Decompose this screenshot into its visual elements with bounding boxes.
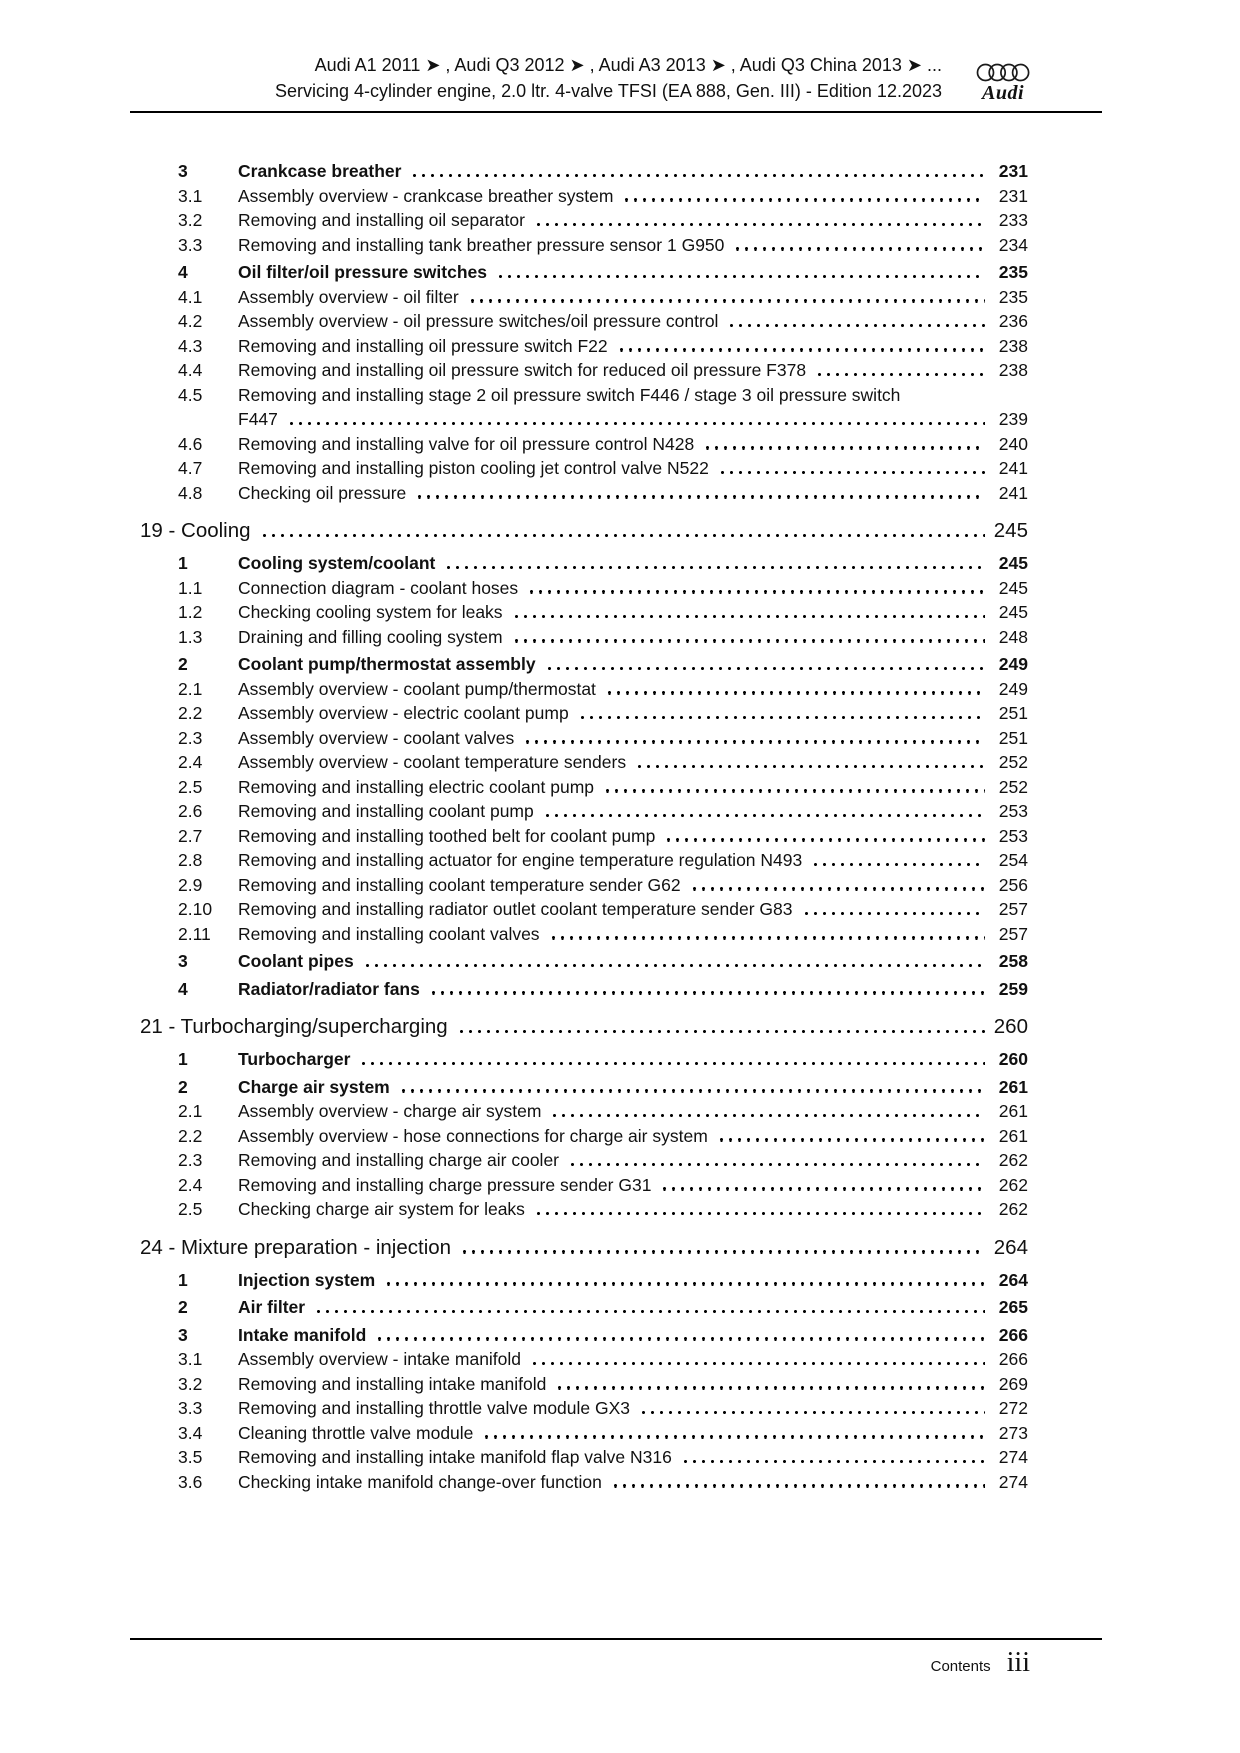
toc-row — [140, 1323, 1028, 1348]
toc-entry-title: Assembly overview - coolant pump/thermostat — [238, 678, 596, 699]
toc-row — [140, 1396, 1028, 1421]
toc-entry-page: 264 — [998, 1269, 1028, 1290]
dot-leader — [727, 324, 985, 327]
dot-leader — [811, 863, 985, 866]
toc-entry-number: 2.4 — [178, 1174, 203, 1195]
toc-entry-number: 2.3 — [178, 727, 203, 748]
toc-entry-page: 262 — [998, 1199, 1028, 1219]
toc-entry-title: Assembly overview - oil pressure switches/oil pressure control — [238, 311, 719, 331]
toc-entry-number: 2.2 — [178, 1125, 203, 1146]
toc-entry-page: 231 — [998, 185, 1028, 206]
toc-entry-page: 231 — [998, 161, 1028, 181]
toc-entry-number: 2 — [178, 1076, 188, 1097]
toc-entry-number: 3.2 — [178, 1373, 203, 1394]
audi-rings-icon — [976, 63, 1030, 82]
toc-entry-page: 235 — [998, 286, 1028, 307]
toc-row — [140, 456, 1028, 481]
footer-contents-label: Contents — [930, 1658, 991, 1675]
toc-entry-title: Coolant pipes — [238, 951, 354, 971]
footer-page-number: iii — [1006, 1647, 1030, 1678]
toc-entry-title: Removing and installing radiator outlet coolant temperature sender G83 — [238, 899, 793, 919]
dot-leader — [733, 247, 985, 250]
dot-leader — [717, 1138, 985, 1141]
toc-row — [140, 576, 1028, 601]
dot-leader — [415, 495, 985, 498]
toc-row — [140, 824, 1028, 849]
toc-row — [140, 358, 1028, 383]
dot-leader — [578, 716, 985, 719]
toc-entry-page: 249 — [998, 678, 1028, 699]
toc-row — [140, 309, 1028, 334]
dot-leader — [718, 471, 985, 474]
toc-entry-page: 258 — [998, 951, 1028, 971]
toc-entry-page: 251 — [998, 727, 1028, 748]
toc-row — [140, 334, 1028, 359]
toc-entry-number: 2.10 — [178, 899, 213, 919]
toc-entry-number: 2 — [178, 1297, 188, 1317]
dot-leader — [359, 1062, 985, 1065]
dot-leader — [605, 691, 985, 694]
toc-row — [140, 1347, 1028, 1372]
toc-entry-title: Removing and installing intake manifold flap valve N316 — [238, 1447, 672, 1467]
toc-entry-title: Crankcase breather — [238, 161, 402, 181]
toc-entry-number: 4.8 — [178, 482, 203, 503]
toc-row — [140, 1075, 1028, 1100]
toc-row — [140, 775, 1028, 800]
dot-leader — [496, 275, 985, 278]
toc-row — [140, 922, 1028, 947]
dot-leader — [512, 639, 985, 642]
toc-entry-page: 238 — [998, 360, 1028, 380]
toc-entry-page: 241 — [998, 482, 1028, 503]
toc-entry-title: Assembly overview - electric coolant pump — [238, 703, 569, 723]
toc-entry-number: 2.4 — [178, 752, 203, 772]
dot-leader — [549, 936, 985, 939]
toc-entry-title: Cooling system/coolant — [238, 553, 436, 573]
audi-logo — [976, 63, 1030, 104]
toc-row — [140, 1124, 1028, 1149]
toc-entry-page: 257 — [998, 899, 1028, 919]
toc-row — [140, 701, 1028, 726]
toc-entry-title: Removing and installing coolant temperature sender G62 — [238, 874, 681, 895]
toc-entry-page: 253 — [998, 801, 1028, 821]
dot-leader — [611, 1484, 985, 1487]
toc-entry-page: 240 — [998, 433, 1028, 454]
toc-entry-page: 265 — [998, 1297, 1028, 1317]
toc-entry-page: 274 — [998, 1471, 1028, 1492]
toc-entry-page: 252 — [998, 776, 1028, 797]
dot-leader — [530, 1362, 985, 1365]
toc-entry-page: 249 — [998, 654, 1028, 674]
dot-leader — [622, 198, 985, 201]
toc-row — [140, 897, 1028, 922]
toc-entry-title: Removing and installing electric coolant pump — [238, 776, 595, 797]
toc-entry-number: 3.5 — [178, 1447, 203, 1467]
toc-entry-title: Oil filter/oil pressure switches — [238, 262, 487, 282]
table-of-contents — [140, 159, 1028, 1494]
toc-entry-number: 2.2 — [178, 703, 203, 723]
toc-row — [140, 551, 1028, 576]
toc-entry-title: Removing and installing charge air cooler — [238, 1150, 560, 1170]
toc-entry-page: 262 — [998, 1150, 1028, 1170]
toc-entry-number: 2.5 — [178, 1199, 203, 1219]
toc-entry-title: Removing and installing intake manifold — [238, 1373, 547, 1394]
toc-entry-title: Removing and installing tank breather pressure sensor 1 G950 — [238, 234, 725, 255]
toc-row — [140, 1470, 1028, 1495]
toc-entry-number: 2.1 — [178, 678, 203, 699]
toc-row — [140, 285, 1028, 310]
toc-entry-number: 3.2 — [178, 210, 203, 230]
toc-entry-number: 1.3 — [178, 626, 203, 647]
toc-entry-number: 2.8 — [178, 850, 203, 870]
dot-leader — [363, 964, 985, 967]
header-models-line: Audi A1 2011 ➤ , Audi Q3 2012 ➤ , Audi A3 2013 ➤ , Audi Q3 China 2013 ➤ ... — [314, 55, 942, 75]
toc-entry-page: 239 — [998, 409, 1028, 429]
toc-entry-title: Assembly overview - charge air system — [238, 1101, 542, 1121]
toc-entry-title: Connection diagram - coolant hoses — [238, 577, 519, 598]
toc-row — [140, 799, 1028, 824]
toc-entry-title: Removing and installing stage 2 oil pressure switch F446 / stage 3 oil pressure switch — [238, 384, 901, 405]
toc-entry-number: 2.1 — [178, 1101, 203, 1121]
toc-entry-page: 274 — [998, 1447, 1028, 1467]
toc-entry-page: 248 — [998, 626, 1028, 647]
audi-wordmark: Audi — [981, 82, 1025, 104]
toc-entry-page: 269 — [998, 1373, 1028, 1394]
dot-leader — [550, 1114, 985, 1117]
toc-entry-page: 272 — [998, 1398, 1028, 1418]
toc-row — [140, 159, 1028, 184]
toc-list — [140, 159, 1028, 1494]
toc-row — [140, 208, 1028, 233]
toc-entry-title: Checking oil pressure — [238, 482, 407, 503]
dot-leader — [635, 765, 985, 768]
dot-leader — [660, 1187, 985, 1190]
toc-entry-page: 261 — [998, 1076, 1028, 1097]
toc-entry-title: Removing and installing coolant valves — [238, 923, 540, 944]
toc-entry-number: 4.3 — [178, 335, 203, 356]
dot-leader — [603, 789, 985, 792]
toc-row — [140, 600, 1028, 625]
toc-entry-title: Checking charge air system for leaks — [238, 1199, 525, 1219]
toc-entry-page: 245 — [993, 519, 1028, 542]
dot-leader — [690, 887, 985, 890]
dot-leader — [527, 590, 985, 593]
toc-row — [140, 481, 1028, 506]
toc-entry-title: Removing and installing valve for oil pressure control N428 — [238, 433, 695, 454]
toc-entry-page: 238 — [998, 335, 1028, 356]
dot-leader — [703, 446, 985, 449]
toc-row — [140, 233, 1028, 258]
toc-entry-number: 1.2 — [178, 602, 203, 622]
toc-row — [140, 977, 1028, 1002]
toc-entry-page: 245 — [998, 553, 1028, 573]
toc-entry-title: Cleaning throttle valve module — [238, 1422, 474, 1443]
toc-row — [140, 1445, 1028, 1470]
toc-row — [140, 1148, 1028, 1173]
toc-entry-title: Checking cooling system for leaks — [238, 602, 503, 622]
toc-entry-page: 254 — [998, 850, 1028, 870]
toc-entry-title: Removing and installing oil separator — [238, 210, 525, 230]
toc-entry-page: 264 — [993, 1235, 1028, 1259]
dot-leader — [384, 1282, 985, 1285]
toc-entry-number: 4.1 — [178, 286, 203, 307]
toc-entry-title: Assembly overview - coolant temperature senders — [238, 752, 627, 772]
dot-leader — [429, 991, 985, 994]
toc-entry-page: 234 — [998, 234, 1028, 255]
toc-entry-page: 235 — [998, 262, 1028, 282]
toc-entry-title: Assembly overview - intake manifold — [238, 1349, 522, 1369]
toc-entry-number: 3.4 — [178, 1422, 203, 1443]
toc-entry-title: Assembly overview - oil filter — [238, 286, 459, 307]
toc-entry-number: 1 — [178, 1049, 188, 1069]
dot-leader — [815, 373, 985, 376]
toc-entry-number: 2.9 — [178, 874, 203, 895]
dot-leader — [460, 1250, 985, 1253]
toc-entry-number: 3.1 — [178, 1349, 203, 1369]
toc-chapter-title: 19 - Cooling — [140, 519, 251, 542]
toc-entry-number: 1 — [178, 553, 188, 573]
dot-leader — [664, 838, 985, 841]
toc-entry-number: 3 — [178, 161, 188, 181]
dot-leader — [468, 299, 985, 302]
toc-entry-number: 2 — [178, 654, 188, 674]
dot-leader — [512, 615, 985, 618]
toc-row — [140, 1047, 1028, 1072]
toc-entry-number: 4.4 — [178, 360, 203, 380]
toc-entry-page: 257 — [998, 923, 1028, 944]
toc-entry-number: 4.7 — [178, 458, 203, 478]
toc-entry-number: 3 — [178, 1324, 188, 1345]
toc-entry-title: F447 — [238, 409, 278, 429]
toc-entry-title: Coolant pump/thermostat assembly — [238, 654, 536, 674]
dot-leader — [482, 1435, 985, 1438]
toc-entry-number: 4 — [178, 262, 188, 282]
toc-row — [140, 1295, 1028, 1320]
toc-entry-page: 241 — [998, 458, 1028, 478]
toc-entry-title: Removing and installing throttle valve module GX3 — [238, 1398, 631, 1418]
dot-leader — [617, 348, 985, 351]
toc-row — [140, 383, 1028, 408]
toc-row — [140, 407, 1028, 432]
toc-entry-title: Radiator/radiator fans — [238, 978, 420, 999]
toc-entry-number: 4.6 — [178, 433, 203, 454]
toc-entry-number: 4.2 — [178, 311, 203, 331]
toc-row — [140, 1421, 1028, 1446]
toc-entry-page: 262 — [998, 1174, 1028, 1195]
toc-entry-number: 2.5 — [178, 776, 203, 797]
toc-entry-number: 3 — [178, 951, 188, 971]
toc-entry-title: Charge air system — [238, 1076, 390, 1097]
toc-row — [140, 677, 1028, 702]
footer-text-block — [130, 1640, 1102, 1678]
dot-leader — [287, 422, 985, 425]
toc-chapter-title: 24 - Mixture preparation - injection — [140, 1235, 452, 1259]
header-text-block — [275, 52, 942, 104]
dot-leader — [802, 912, 986, 915]
toc-entry-title: Air filter — [238, 1297, 306, 1317]
toc-entry-page: 245 — [998, 602, 1028, 622]
dot-leader — [314, 1310, 985, 1313]
toc-entry-title: Removing and installing oil pressure switch for reduced oil pressure F378 — [238, 360, 807, 380]
dot-leader — [444, 566, 985, 569]
toc-entry-page: 236 — [998, 311, 1028, 331]
header-document-title: Servicing 4-cylinder engine, 2.0 ltr. 4-valve TFSI (EA 888, Gen. III) - Edition 12.2023 — [274, 81, 942, 101]
toc-entry-number: 2.6 — [178, 801, 203, 821]
toc-row — [140, 848, 1028, 873]
dot-leader — [555, 1386, 985, 1389]
toc-row — [140, 1234, 1028, 1261]
toc-row — [140, 1268, 1028, 1293]
toc-row — [140, 873, 1028, 898]
toc-entry-page: 273 — [998, 1422, 1028, 1443]
toc-entry-title: Assembly overview - hose connections for charge air system — [238, 1125, 708, 1146]
toc-entry-page: 256 — [998, 874, 1028, 895]
toc-entry-number: 3.3 — [178, 234, 203, 255]
page-footer — [130, 1638, 1102, 1678]
toc-row — [140, 750, 1028, 775]
dot-leader — [543, 814, 985, 817]
toc-entry-title: Injection system — [238, 1269, 376, 1290]
toc-entry-title: Turbocharger — [238, 1049, 351, 1069]
toc-entry-page: 252 — [998, 752, 1028, 772]
toc-entry-title: Draining and filling cooling system — [238, 626, 503, 647]
dot-leader — [375, 1337, 985, 1340]
dot-leader — [568, 1163, 985, 1166]
toc-entry-page: 266 — [998, 1324, 1028, 1345]
dot-leader — [410, 174, 985, 177]
toc-entry-page: 251 — [998, 703, 1028, 723]
toc-entry-number: 1.1 — [178, 577, 203, 598]
toc-entry-page: 259 — [998, 978, 1028, 999]
toc-row — [140, 949, 1028, 974]
toc-entry-number: 2.3 — [178, 1150, 203, 1170]
toc-entry-title: Removing and installing actuator for engine temperature regulation N493 — [238, 850, 803, 870]
dot-leader — [639, 1411, 985, 1414]
dot-leader — [260, 534, 985, 537]
header-rule — [130, 111, 1102, 113]
toc-entry-page: 260 — [998, 1049, 1028, 1069]
toc-row — [140, 432, 1028, 457]
toc-entry-page: 266 — [998, 1349, 1028, 1369]
toc-row — [140, 184, 1028, 209]
toc-entry-title: Assembly overview - coolant valves — [238, 727, 515, 748]
page-header — [130, 52, 1030, 104]
toc-row — [140, 652, 1028, 677]
toc-entry-page: 245 — [998, 577, 1028, 598]
toc-entry-title: Intake manifold — [238, 1324, 367, 1345]
toc-entry-number: 4 — [178, 978, 188, 999]
toc-entry-number: 3.3 — [178, 1398, 203, 1418]
toc-entry-number: 2.11 — [178, 923, 211, 944]
toc-entry-title: Removing and installing coolant pump — [238, 801, 534, 821]
dot-leader — [523, 740, 985, 743]
toc-entry-page: 261 — [998, 1125, 1028, 1146]
dot-leader — [399, 1089, 985, 1092]
toc-entry-title: Assembly overview - crankcase breather system — [238, 185, 614, 206]
toc-row — [140, 726, 1028, 751]
toc-entry-title: Removing and installing piston cooling jet control valve N522 — [238, 458, 709, 478]
toc-row — [140, 1173, 1028, 1198]
dot-leader — [534, 223, 985, 226]
toc-row — [140, 517, 1028, 544]
toc-row — [140, 1099, 1028, 1124]
toc-entry-number: 3.6 — [178, 1471, 203, 1492]
toc-row — [140, 1372, 1028, 1397]
dot-leader — [681, 1460, 985, 1463]
toc-entry-number: 2.7 — [178, 825, 203, 846]
dot-leader — [457, 1030, 985, 1033]
toc-entry-page: 233 — [998, 210, 1028, 230]
toc-entry-page: 261 — [998, 1101, 1028, 1121]
toc-row — [140, 1197, 1028, 1222]
toc-entry-title: Checking intake manifold change-over function — [238, 1471, 602, 1492]
toc-entry-page: 253 — [998, 825, 1028, 846]
toc-entry-number: 4.5 — [178, 384, 203, 405]
toc-row — [140, 1013, 1028, 1040]
toc-row — [140, 625, 1028, 650]
dot-leader — [545, 667, 985, 670]
toc-entry-number: 1 — [178, 1269, 188, 1290]
toc-entry-title: Removing and installing toothed belt for coolant pump — [238, 825, 656, 846]
dot-leader — [534, 1212, 985, 1215]
toc-entry-page: 260 — [993, 1015, 1028, 1038]
toc-entry-title: Removing and installing oil pressure switch F22 — [238, 335, 608, 356]
toc-entry-title: Removing and installing charge pressure sender G31 — [238, 1174, 652, 1195]
toc-row — [140, 260, 1028, 285]
toc-chapter-title: 21 - Turbocharging/supercharging — [140, 1015, 448, 1038]
toc-entry-number: 3.1 — [178, 185, 203, 206]
